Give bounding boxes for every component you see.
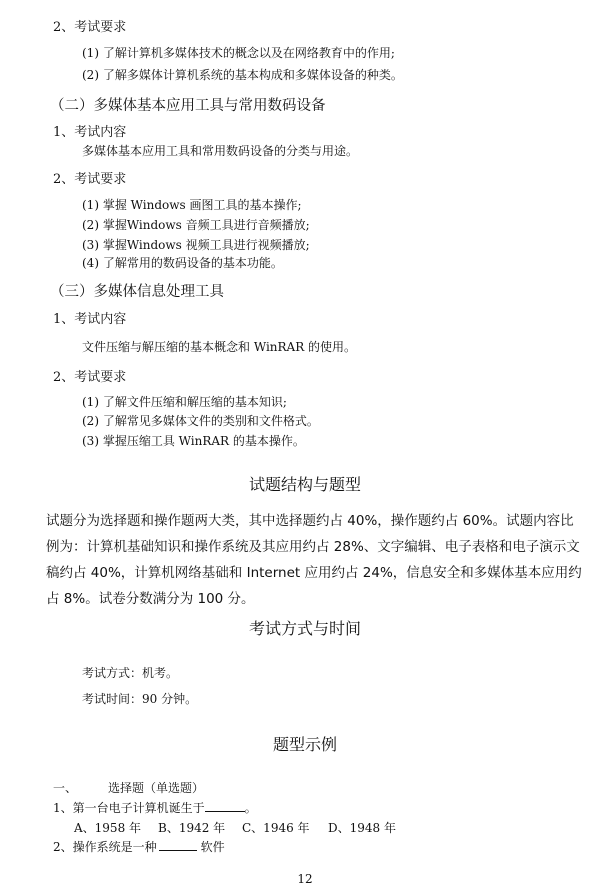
section-title: （三）多媒体信息处理工具	[50, 284, 224, 300]
section-number: 一、	[53, 781, 78, 795]
option-c: C、1946 年	[242, 821, 310, 835]
question-2-text: 2、操作系统是一种	[53, 840, 157, 854]
page-number: 12	[297, 872, 313, 886]
structure-paragraph-text: 试题分为选择题和操作题两大类，其中选择题约占 40%，操作题约占 60%。试题内容比例为：计算机基础知识和操作系统及其应用约占 28%、文字编辑、电子表格和电子演示文稿约占 40%，计算机网络基础和 Internet 应用约占 24%，信息安全和多媒体基本应用约占 8%。试卷分数满分为 100 分。	[46, 513, 582, 607]
section-heading-content: 1、考试内容	[53, 125, 127, 140]
question-1	[53, 799, 257, 816]
answer-blank	[205, 799, 245, 812]
content-text: 多媒体基本应用工具和常用数码设备的分类与用途。	[82, 144, 359, 158]
section-heading-content: 1、考试内容	[53, 312, 127, 327]
heading-structure: 试题结构与题型	[248, 475, 361, 494]
list-item: (2) 了解多媒体计算机系统的基本构成和多媒体设备的种类。	[82, 68, 403, 82]
section-heading-requirements: 2、考试要求	[53, 370, 127, 385]
answer-blank	[159, 838, 197, 851]
question-1-end: 。	[244, 801, 257, 815]
exam-method: 考试方式：机考。	[82, 666, 179, 680]
section-heading-requirements: 2、考试要求	[53, 172, 127, 187]
question-2	[53, 838, 225, 855]
exam-time: 考试时间：90 分钟。	[82, 692, 198, 706]
list-item: (2) 掌握Windows 音频工具进行音频播放;	[82, 218, 310, 232]
list-item: (4) 了解常用的数码设备的基本功能。	[82, 256, 283, 270]
option-b: B、1942 年	[158, 821, 226, 835]
structure-paragraph	[46, 508, 586, 612]
list-item: (1) 了解计算机多媒体技术的概念以及在网络教育中的作用;	[82, 46, 395, 60]
list-item: (2) 了解常见多媒体文件的类别和文件格式。	[82, 414, 319, 428]
question-1-text: 1、第一台电子计算机诞生于	[53, 801, 205, 815]
option-a: A、1958 年	[74, 821, 142, 835]
list-item: (3) 掌握Windows 视频工具进行视频播放;	[82, 238, 310, 252]
list-item: (1) 了解文件压缩和解压缩的基本知识;	[82, 395, 287, 409]
list-item: (3) 掌握压缩工具 WinRAR 的基本操作。	[82, 434, 305, 448]
question-2-end: 软件	[200, 840, 225, 854]
content-text: 文件压缩与解压缩的基本概念和 WinRAR 的使用。	[82, 340, 357, 354]
section-heading-requirements: 2、考试要求	[53, 20, 127, 35]
section-label: 选择题（单选题）	[108, 781, 205, 795]
heading-examples: 题型示例	[272, 735, 337, 754]
section-title: （二）多媒体基本应用工具与常用数码设备	[50, 98, 326, 114]
heading-exam: 考试方式与时间	[248, 619, 361, 638]
option-d: D、1948 年	[328, 821, 396, 835]
list-item: (1) 掌握 Windows 画图工具的基本操作;	[82, 198, 302, 212]
